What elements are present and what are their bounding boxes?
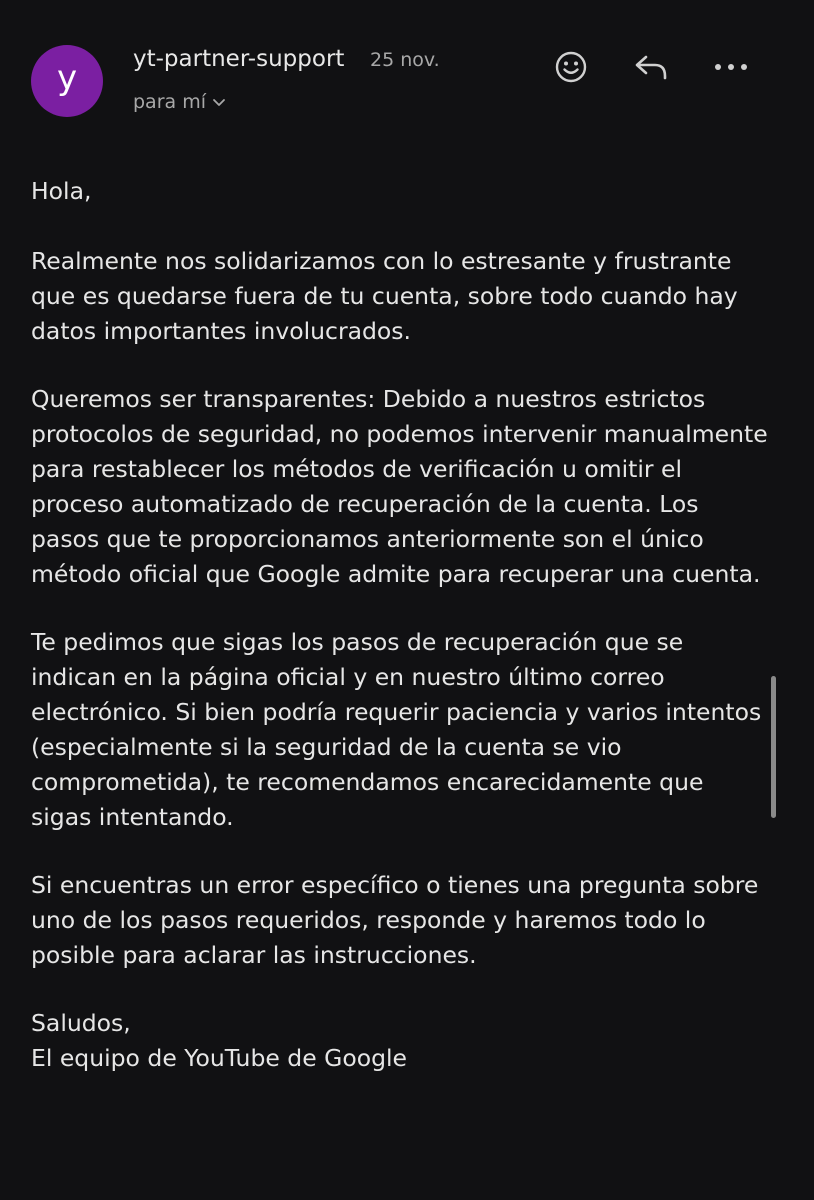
body-paragraph: Realmente nos solidarizamos con lo estresante y frustrante que es quedarse fuera de tu cuenta, sobre todo cuando hay datos importantes involucrados.	[31, 247, 738, 345]
message-date: 25 nov.	[370, 49, 440, 71]
signature-line: El equipo de YouTube de Google	[31, 1044, 407, 1072]
message-header	[0, 0, 814, 150]
body-paragraph: Te pedimos que sigas los pasos de recuperación que se indican en la página oficial y en nuestro último correo electrónico. Si bien podría requerir paciencia y varios intentos (especialmente si la seguridad de la cuenta se vio comprometida), te recomendamos encarecidamente que sigas intentando.	[31, 628, 762, 831]
greeting-line	[31, 174, 771, 209]
more-options-button[interactable]	[711, 47, 751, 87]
sender-avatar[interactable]: y	[31, 45, 103, 117]
add-reaction-button[interactable]	[551, 47, 591, 87]
body-paragraph: Queremos ser transparentes: Debido a nuestros estrictos protocolos de seguridad, no podemos intervenir manualmente para restablecer los métodos de verificación u omitir el proceso automatizado de recuperación de la cuenta. Los pasos que te proporcionamos anteriormente son el único método oficial que Google admite para recuperar una cuenta.	[31, 385, 768, 588]
closing-line: Saludos,	[31, 1009, 131, 1037]
greeting-text: Hola,	[31, 177, 92, 205]
recipient-toggle[interactable]	[133, 91, 226, 113]
sender-name[interactable]: yt-partner-support	[133, 46, 345, 72]
reply-arrow-icon	[633, 52, 669, 82]
more-horizontal-icon	[713, 62, 749, 72]
scrollbar-thumb[interactable]	[771, 676, 776, 818]
emoji-smile-icon	[554, 50, 588, 84]
recipient-label: para mí	[133, 91, 206, 113]
reply-button[interactable]	[631, 47, 671, 87]
body-paragraph: Si encuentras un error específico o tienes una pregunta sobre uno de los pasos requeridos, responde y haremos todo lo posible para aclarar las instrucciones.	[31, 871, 759, 969]
message-body	[31, 174, 771, 1076]
redacted-recipient-name	[99, 183, 279, 203]
chevron-down-icon	[212, 97, 226, 107]
